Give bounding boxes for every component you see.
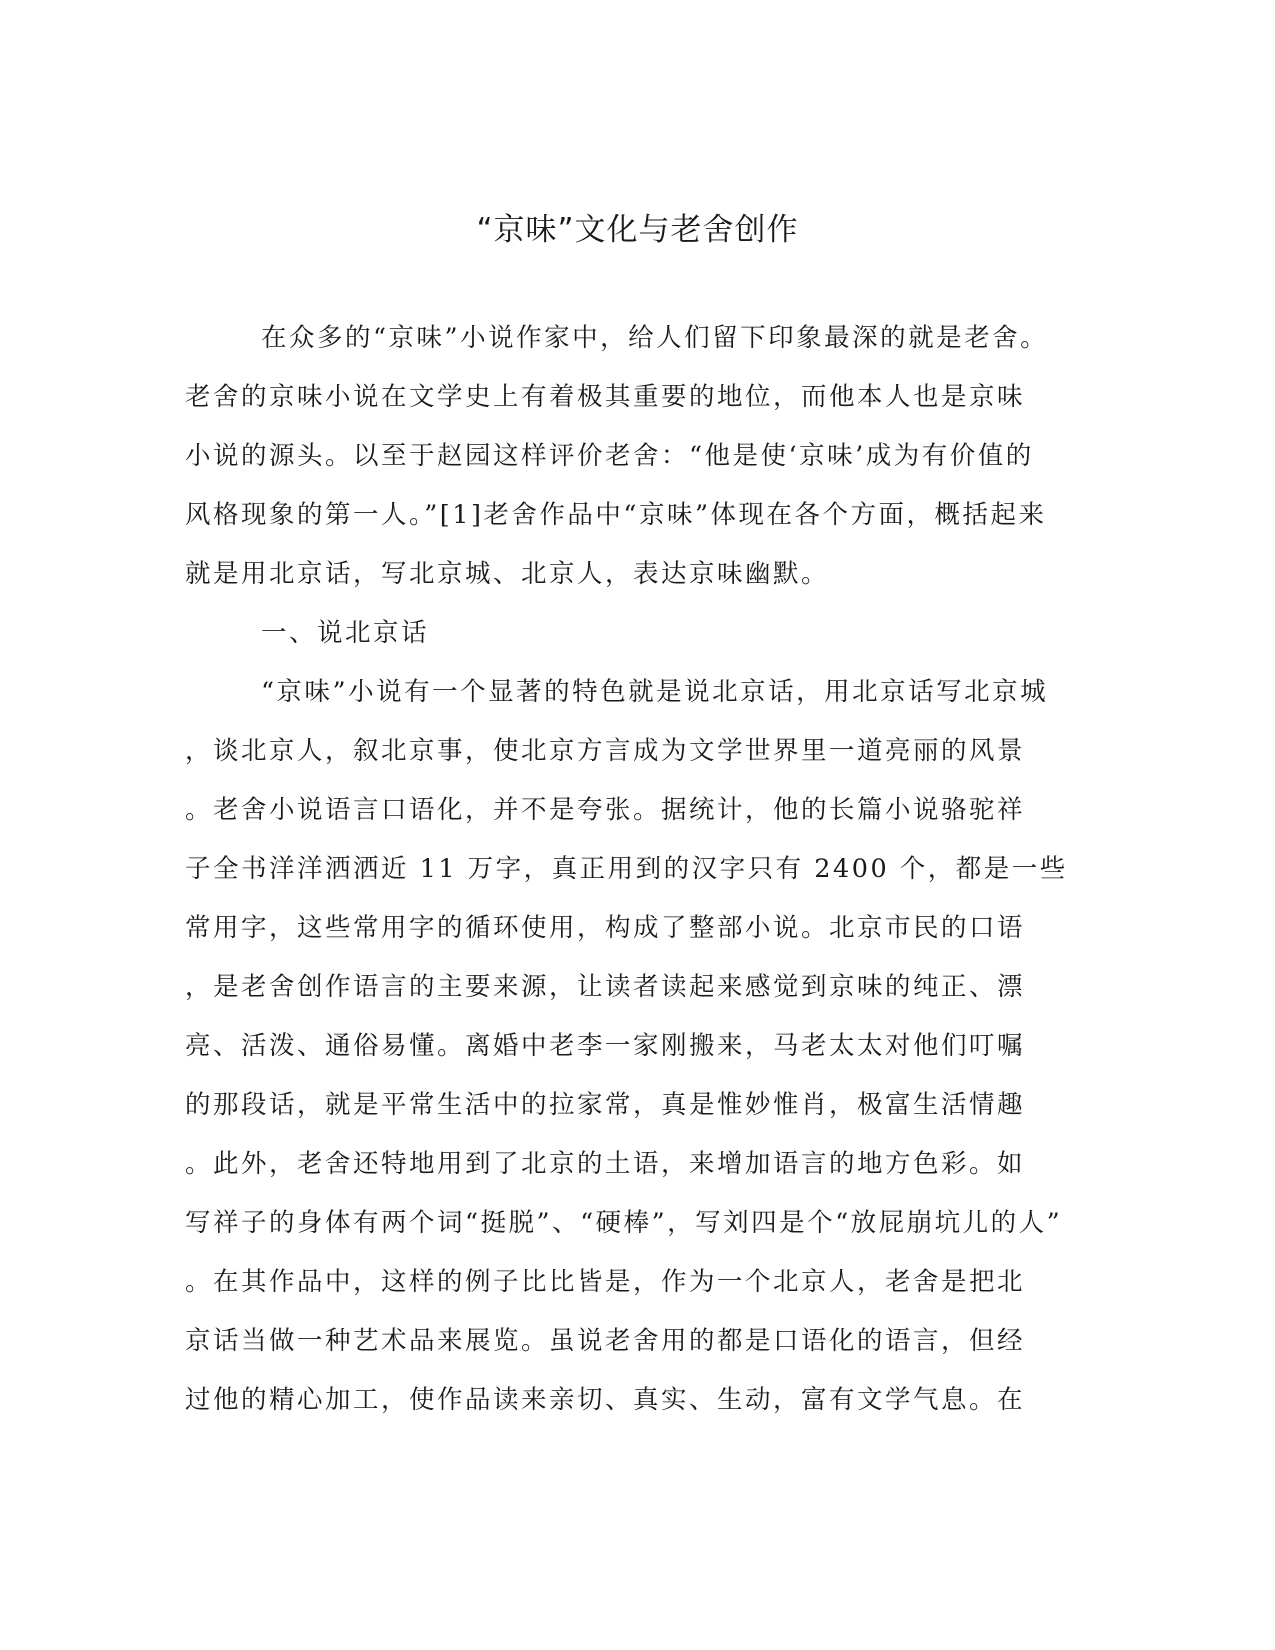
paragraph-line: 风格现象的第一人。”[1]老舍作品中“京味”体现在各个方面，概括起来 (185, 500, 1047, 530)
paragraph-line: 京话当做一种艺术品来展览。虽说老舍用的都是口语化的语言，但经 (185, 1326, 1026, 1356)
document-title: “京味”文化与老舍创作 (476, 212, 799, 248)
paragraph-line: 子全书洋洋洒洒近 11 万字，真正用到的汉字只有 2400 个，都是一些 (185, 854, 1068, 884)
paragraph-line: ，是老舍创作语言的主要来源，让读者读起来感觉到京味的纯正、漂 (185, 972, 1026, 1002)
paragraph-line: 。在其作品中，这样的例子比比皆是，作为一个北京人，老舍是把北 (185, 1267, 1026, 1297)
paragraph-line: 。此外，老舍还特地用到了北京的土语，来增加语言的地方色彩。如 (185, 1149, 1026, 1179)
section-heading: 一、说北京话 (261, 618, 430, 648)
paragraph-line: ，谈北京人，叙北京事，使北京方言成为文学世界里一道亮丽的风景 (185, 736, 1026, 766)
paragraph-line: 的那段话，就是平常生活中的拉家常，真是惟妙惟肖，极富生活情趣 (185, 1090, 1026, 1120)
paragraph-line: “京味”小说有一个显著的特色就是说北京话，用北京话写北京城 (261, 677, 1049, 707)
paragraph-line: 在众多的“京味”小说作家中，给人们留下印象最深的就是老舍。 (261, 323, 1049, 353)
paragraph-line: 老舍的京味小说在文学史上有着极其重要的地位，而他本人也是京味 (185, 382, 1026, 412)
paragraph-line: 。老舍小说语言口语化，并不是夸张。据统计，他的长篇小说骆驼祥 (185, 795, 1026, 825)
paragraph-line: 过他的精心加工，使作品读来亲切、真实、生动，富有文学气息。在 (185, 1385, 1026, 1415)
paragraph-line: 写祥子的身体有两个词“挺脱”、“硬棒”，写刘四是个“放屁崩坑儿的人” (185, 1208, 1063, 1238)
paragraph-line: 常用字，这些常用字的循环使用，构成了整部小说。北京市民的口语 (185, 913, 1026, 943)
paragraph-line: 小说的源头。以至于赵园这样评价老舍：“他是使‘京味’成为有价值的 (185, 441, 1034, 471)
paragraph-line: 亮、活泼、通俗易懂。离婚中老李一家刚搬来，马老太太对他们叮嘱 (185, 1031, 1026, 1061)
paragraph-line: 就是用北京话，写北京城、北京人，表达京味幽默。 (185, 559, 830, 589)
